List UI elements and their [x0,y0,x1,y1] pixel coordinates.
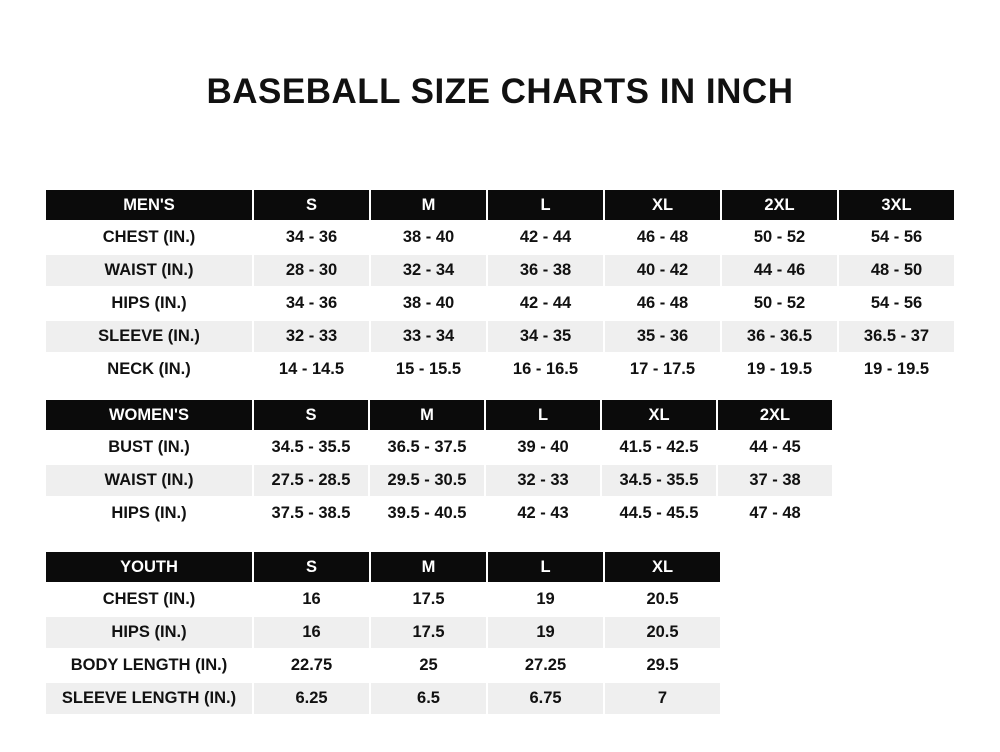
table-header-row [45,399,833,431]
table-cell: 16 [253,583,370,616]
row-label: HIPS (IN.) [45,287,253,320]
table-cell: 19 - 19.5 [721,353,838,386]
table-cell: 35 - 36 [604,320,721,353]
table-cell: 46 - 48 [604,287,721,320]
table-cell: 48 - 50 [838,254,955,287]
youth-size-table [44,550,722,716]
table-cell: 20.5 [604,583,721,616]
column-header: S [253,189,370,221]
table-cell: 37.5 - 38.5 [253,497,369,530]
row-label: HIPS (IN.) [45,616,253,649]
table-cell: 44 - 46 [721,254,838,287]
row-label: CHEST (IN.) [45,583,253,616]
column-header: XL [604,551,721,583]
table-cell: 27.5 - 28.5 [253,464,369,497]
row-label: HIPS (IN.) [45,497,253,530]
table-cell: 46 - 48 [604,221,721,254]
mens-size-table [44,188,956,387]
table-row [45,583,721,616]
table-cell: 19 - 19.5 [838,353,955,386]
table-cell: 34.5 - 35.5 [601,464,717,497]
table-cell: 28 - 30 [253,254,370,287]
table-cell: 16 - 16.5 [487,353,604,386]
table-cell: 6.25 [253,682,370,715]
table-cell: 27.25 [487,649,604,682]
table-header-row [45,189,955,221]
column-header: XL [601,399,717,431]
column-header: 3XL [838,189,955,221]
row-label: CHEST (IN.) [45,221,253,254]
table-cell: 34 - 36 [253,287,370,320]
column-header: L [485,399,601,431]
table-cell: 16 [253,616,370,649]
table-row [45,254,955,287]
column-header: MEN'S [45,189,253,221]
table-cell: 37 - 38 [717,464,833,497]
table-cell: 25 [370,649,487,682]
table-cell: 38 - 40 [370,221,487,254]
table-cell: 32 - 33 [253,320,370,353]
table-cell: 47 - 48 [717,497,833,530]
table-cell: 54 - 56 [838,287,955,320]
page-title: BASEBALL SIZE CHARTS IN INCH [206,72,794,111]
table-row [45,353,955,386]
table-cell: 44.5 - 45.5 [601,497,717,530]
table-cell: 17 - 17.5 [604,353,721,386]
table-cell: 42 - 44 [487,287,604,320]
womens-size-table [44,398,834,531]
row-label: BODY LENGTH (IN.) [45,649,253,682]
table-cell: 39 - 40 [485,431,601,464]
table-row [45,497,833,530]
table-cell: 54 - 56 [838,221,955,254]
table-cell: 7 [604,682,721,715]
table-cell: 17.5 [370,583,487,616]
column-header: L [487,189,604,221]
table-cell: 50 - 52 [721,221,838,254]
column-header: L [487,551,604,583]
column-header: M [369,399,485,431]
table-row [45,649,721,682]
table-cell: 6.75 [487,682,604,715]
column-header: 2XL [717,399,833,431]
table-cell: 36 - 38 [487,254,604,287]
table-cell: 50 - 52 [721,287,838,320]
table-cell: 32 - 34 [370,254,487,287]
table-cell: 34 - 36 [253,221,370,254]
row-label: SLEEVE LENGTH (IN.) [45,682,253,715]
table-cell: 17.5 [370,616,487,649]
table-cell: 44 - 45 [717,431,833,464]
table-cell: 36.5 - 37.5 [369,431,485,464]
table-row [45,431,833,464]
table-row [45,464,833,497]
column-header: WOMEN'S [45,399,253,431]
table-cell: 36.5 - 37 [838,320,955,353]
table-cell: 42 - 44 [487,221,604,254]
column-header: S [253,551,370,583]
table-cell: 32 - 33 [485,464,601,497]
column-header: YOUTH [45,551,253,583]
table-cell: 34.5 - 35.5 [253,431,369,464]
table-cell: 36 - 36.5 [721,320,838,353]
table-row [45,221,955,254]
table-cell: 15 - 15.5 [370,353,487,386]
table-cell: 14 - 14.5 [253,353,370,386]
table-cell: 22.75 [253,649,370,682]
row-label: WAIST (IN.) [45,464,253,497]
table-cell: 34 - 35 [487,320,604,353]
column-header: S [253,399,369,431]
table-cell: 29.5 [604,649,721,682]
table-cell: 19 [487,616,604,649]
table-cell: 40 - 42 [604,254,721,287]
table-row [45,616,721,649]
table-cell: 19 [487,583,604,616]
table-cell: 6.5 [370,682,487,715]
table-header-row [45,551,721,583]
table-cell: 29.5 - 30.5 [369,464,485,497]
column-header: M [370,189,487,221]
table-row [45,287,955,320]
row-label: SLEEVE (IN.) [45,320,253,353]
row-label: WAIST (IN.) [45,254,253,287]
table-cell: 39.5 - 40.5 [369,497,485,530]
column-header: 2XL [721,189,838,221]
table-row [45,682,721,715]
table-cell: 33 - 34 [370,320,487,353]
row-label: NECK (IN.) [45,353,253,386]
column-header: XL [604,189,721,221]
table-row [45,320,955,353]
column-header: M [370,551,487,583]
table-cell: 41.5 - 42.5 [601,431,717,464]
table-cell: 38 - 40 [370,287,487,320]
row-label: BUST (IN.) [45,431,253,464]
table-cell: 20.5 [604,616,721,649]
table-cell: 42 - 43 [485,497,601,530]
